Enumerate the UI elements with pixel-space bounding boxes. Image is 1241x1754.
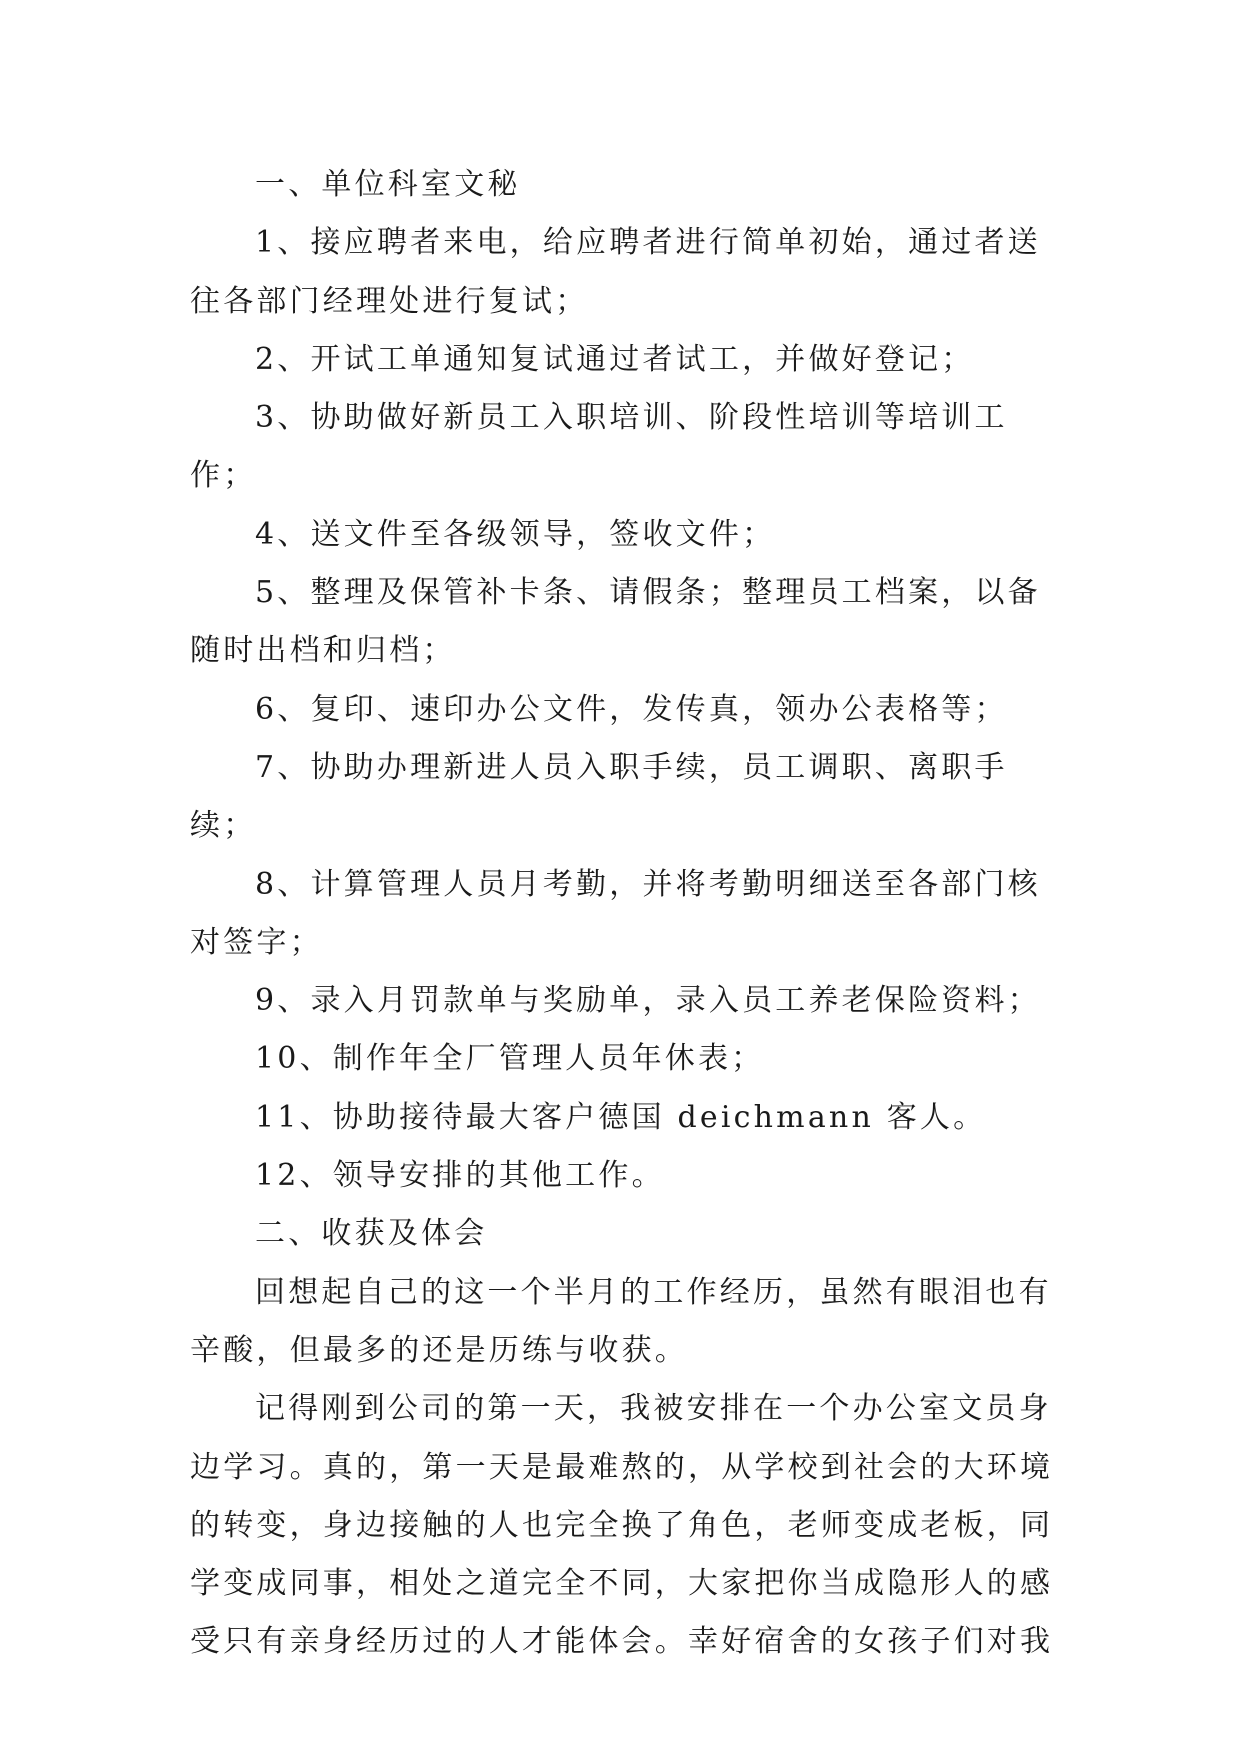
list-item: 4、送文件至各级领导，签收文件；: [255, 516, 776, 552]
list-item: 9、录入月罚款单与奖励单，录入员工养老保险资料；: [255, 983, 1041, 1019]
list-item: 11、协助接待最大客户德国 deichmann 客人。: [255, 1099, 987, 1135]
list-item: 5、整理及保管补卡条、请假条；整理员工档案，以备随时出档和归档；: [190, 575, 1041, 669]
list-item: 10、制作年全厂管理人员年休表；: [255, 1041, 765, 1077]
document-body: [190, 156, 1060, 1672]
list-item: 3、协助做好新员工入职培训、阶段性培训等培训工作；: [190, 400, 1008, 494]
list-item: 2、开试工单通知复试通过者试工，并做好登记；: [255, 341, 975, 377]
body-paragraph: 记得刚到公司的第一天，我被安排在一个办公室文员身边学习。真的，第一天是最难熬的，从学校到社会的大环境的转变，身边接触的人也完全换了角色，老师变成老板，同学变成同事，相处之道完全不同，大家把你当成隐形人的感受只有亲身经历过的人才能体会。幸好宿舍的女孩子们对我: [190, 1391, 1054, 1660]
list-item: 7、协助办理新进人员入职手续，员工调职、离职手续；: [190, 749, 1008, 844]
list-item: 12、领导安排的其他工作。: [255, 1158, 665, 1194]
body-paragraph: 回想起自己的这一个半月的工作经历，虽然有眼泪也有辛酸，但最多的还是历练与收获。: [190, 1274, 1052, 1368]
list-item: 1、接应聘者来电，给应聘者进行简单初始，通过者送往各部门经理处进行复试；: [190, 225, 1041, 319]
list-item: 8、计算管理人员月考勤，并将考勤明细送至各部门核对签字；: [190, 866, 1041, 960]
list-item: 6、复印、速印办公文件，发传真，领办公表格等；: [255, 691, 1008, 727]
section-heading: 二、收获及体会: [255, 1216, 488, 1252]
section-heading: 一、单位科室文秘: [255, 167, 521, 202]
